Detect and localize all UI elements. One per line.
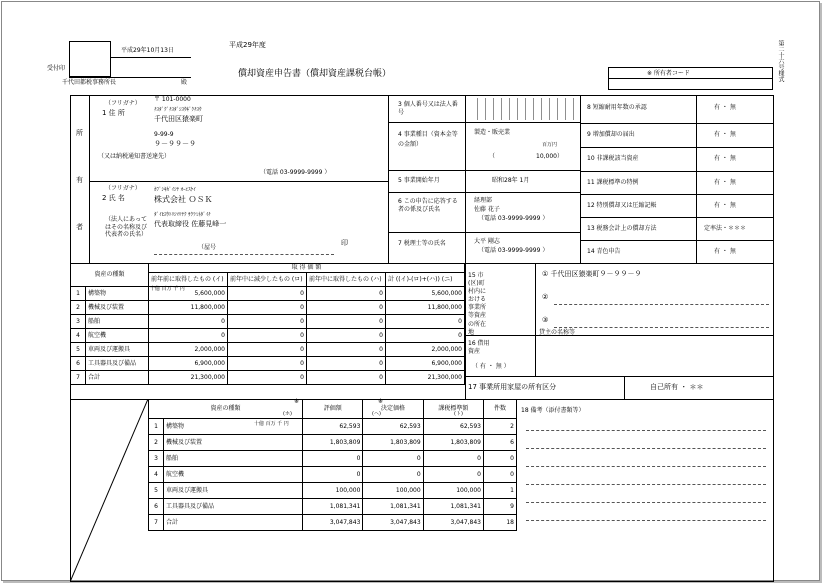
eval-row-hyoka: 62,593 [303, 419, 363, 435]
eval-row [149, 499, 517, 515]
acq-header-col-a: 前年前に取得したもの (イ) [149, 273, 228, 287]
row4-amount: 10,000） [536, 153, 563, 160]
item10-label: 10 非課税該当資産 [587, 155, 639, 162]
item9-value: 有 ・ 無 [714, 131, 736, 138]
lessor-label: 貸主の名称等 [539, 329, 576, 336]
row3-label: 3 個人番号又は法人番号 [398, 101, 458, 116]
eval-row [149, 419, 517, 435]
row7-name: 大平 剛志 [474, 238, 500, 245]
address-note: （又は納税通知書送達先） [98, 153, 171, 160]
address-value: 千代田区猿楽町 [154, 115, 203, 123]
acq-row-no: 4 [71, 329, 86, 343]
honorific: 殿 [181, 79, 188, 86]
eval-header-asset: 資産の種類 [149, 400, 303, 419]
acq-row-value-a: 0 [149, 329, 228, 343]
eval-row-count: 0 [484, 467, 517, 483]
eval-row-hyoka: 3,047,843 [303, 515, 363, 531]
r15-location-1: ① 千代田区猿楽町９－９９－９ [542, 270, 642, 278]
acq-row-name: 構築物 [86, 287, 149, 301]
acq-row-value-a: 21,300,000 [149, 371, 228, 385]
eval-row [149, 483, 517, 499]
acq-row-value-c: 0 [307, 371, 386, 385]
acq-row-value-a: 6,900,000 [149, 357, 228, 371]
eval-row-no: 5 [149, 483, 164, 499]
eval-row-name: 航空機 [164, 467, 303, 483]
acq-row-value-a: 5,600,000 [149, 287, 228, 301]
eval-row-name: 構築物 [164, 419, 303, 435]
item11-label: 11 課税標準の特例 [587, 179, 639, 186]
eval-header-kazei: 課税標準額 [423, 400, 483, 419]
eval-row-hyoka: 0 [303, 451, 363, 467]
eval-row-hyoka: 100,000 [303, 483, 363, 499]
owner-label-yu: 有 [76, 176, 83, 184]
acq-row-value-a: 0 [149, 315, 228, 329]
eval-row-kazei: 1,081,341 [423, 499, 483, 515]
postal-code: 〒 101-0000 [154, 96, 191, 103]
page-title: 償却資産申告書（償却資産課税台帳） [238, 69, 392, 79]
eval-row [149, 435, 517, 451]
acq-row-no: 7 [71, 371, 86, 385]
eval-row-count: 0 [484, 451, 517, 467]
acq-row-value-c: 0 [307, 287, 386, 301]
acq-row-name: 合計 [86, 371, 149, 385]
r16-label: 16 借用資産 [468, 340, 490, 356]
eval-row-name: 船舶 [164, 451, 303, 467]
eval-row-kazei: 100,000 [423, 483, 483, 499]
acquisition-table [70, 263, 465, 385]
acq-units: 十億 百万 千 円 [150, 286, 185, 292]
eval-row-kazei: 1,803,809 [423, 435, 483, 451]
representative-note: （法人にあってはその名称及び代表者の氏名） [105, 216, 148, 238]
eval-row-count: 2 [484, 419, 517, 435]
eval-row-no: 7 [149, 515, 164, 531]
acq-row-value-d: 0 [386, 315, 465, 329]
eval-row-kazei: 62,593 [423, 419, 483, 435]
eval-header-hyoka: 評価額 [303, 400, 363, 419]
rep-title: （屋号 [198, 244, 217, 251]
eval-row-kazei: 0 [423, 467, 483, 483]
address-number-1: 9-99-9 [154, 131, 174, 138]
acq-row-no: 5 [71, 343, 86, 357]
acq-row-value-d: 5,600,000 [386, 287, 465, 301]
r16-value: （ 有 ・ 無 ） [472, 363, 510, 370]
acq-row [71, 301, 465, 315]
fiscal-year: 平成29年度 [229, 41, 266, 49]
item11-value: 有 ・ 無 [714, 179, 736, 186]
r15-location-3: ③ [542, 316, 549, 324]
acq-row-value-d: 2,000,000 [386, 343, 465, 357]
acq-row-value-b: 0 [228, 343, 307, 357]
eval-row-no: 6 [149, 499, 164, 515]
row4-value: 製造・販売業 [474, 129, 511, 136]
item14-label: 14 青色申告 [587, 248, 621, 255]
eval-row-hyoka: 1,803,809 [303, 435, 363, 451]
row6-phone: （電話 03-9999-9999 ） [478, 215, 549, 222]
r18-label: 18 備考（添付書類等） [521, 407, 585, 414]
eval-asterisk-1: ※ [294, 398, 300, 405]
owner-label-sha: 者 [76, 223, 83, 231]
row6-dept: 経理部 [474, 197, 493, 204]
item13-label: 13 税務会計上の償却方法 [587, 225, 657, 232]
acq-row-name: 船舶 [86, 315, 149, 329]
eval-row [149, 467, 517, 483]
eval-header-kettei: 決定価格 [363, 400, 423, 419]
eval-row-no: 2 [149, 435, 164, 451]
eval-row-name: 車両及び運搬具 [164, 483, 303, 499]
item8-value: 有 ・ 無 [714, 104, 736, 111]
row6-name: 佐藤 花子 [474, 206, 500, 213]
item14-value: 有 ・ 無 [714, 248, 736, 255]
eval-row-kazei: 0 [423, 451, 483, 467]
acq-row-value-d: 11,800,000 [386, 301, 465, 315]
eval-row-name: 工具器具及び備品 [164, 499, 303, 515]
eval-header-count: 件数 [484, 400, 517, 419]
acq-row-name: 航空機 [86, 329, 149, 343]
acq-row [71, 357, 465, 371]
eval-mark-to: (ト) [454, 411, 463, 417]
acq-row-value-d: 21,300,000 [386, 371, 465, 385]
r17-label: 17 事業所用家屋の所有区分 [468, 383, 557, 391]
acq-row-value-b: 0 [228, 357, 307, 371]
evaluation-table [148, 399, 517, 531]
acq-row-name: 工具器具及び備品 [86, 357, 149, 371]
eval-row-count: 9 [484, 499, 517, 515]
row5-value: 昭和28年 1月 [492, 177, 530, 184]
acq-row-no: 2 [71, 301, 86, 315]
company-name: 株式会社 ＯＳＫ [154, 195, 213, 204]
acq-row-value-c: 0 [307, 357, 386, 371]
item10-value: 有 ・ 無 [714, 155, 736, 162]
acq-row-value-b: 0 [228, 301, 307, 315]
r15-label: 15 市(区)町村内における事業所等資産の所在地 [468, 272, 487, 336]
acq-header-col-d: 計 ((イ)-(ロ)+(ハ)) (ニ) [386, 273, 465, 287]
acq-row-name: 車両及び運搬具 [86, 343, 149, 357]
acq-row-value-c: 0 [307, 329, 386, 343]
row4-unit: 百万円 [542, 142, 558, 148]
addressee: 千代田都税事務所長 [62, 79, 117, 86]
stamp-label: 受付印 [47, 65, 66, 72]
eval-row-kettei: 62,593 [363, 419, 423, 435]
eval-mark-ho: (ホ) [283, 411, 292, 417]
acq-row-value-d: 0 [386, 329, 465, 343]
acq-row-value-c: 0 [307, 343, 386, 357]
name-furigana: （フリガナ） [105, 185, 141, 192]
acq-header-asset: 資産の種類 [71, 264, 149, 287]
acq-row [71, 343, 465, 357]
acq-row-no: 3 [71, 315, 86, 329]
address-furigana: （フリガナ） [105, 100, 141, 107]
name-label: 2 氏 名 [102, 194, 125, 202]
name-kana: ｶﾌﾞｼｷｶﾞｲｼﾔ ｵｰｴｽｹｲ [154, 187, 196, 193]
acq-row-value-a: 2,000,000 [149, 343, 228, 357]
eval-row [149, 451, 517, 467]
owner-label-sho: 所 [76, 129, 83, 137]
acq-row [71, 287, 465, 301]
form-number: 第二十六号様式 [777, 40, 784, 82]
eval-row-kettei: 0 [363, 467, 423, 483]
item12-value: 有 ・ 無 [714, 202, 736, 209]
diagonal-line [70, 399, 148, 582]
representative-name: 代表取締役 佐藤見峰一 [154, 220, 227, 228]
acq-row-value-c: 0 [307, 315, 386, 329]
eval-row-kazei: 3,047,843 [423, 515, 483, 531]
acq-row-value-b: 0 [228, 287, 307, 301]
acq-row-value-b: 0 [228, 315, 307, 329]
eval-row-kettei: 0 [363, 451, 423, 467]
acq-row-value-a: 11,800,000 [149, 301, 228, 315]
owner-code-label: ※ 所有者コード [647, 70, 690, 77]
seal-mark: 印 [341, 239, 348, 247]
acq-header-col-b: 前年中に減少したもの (ロ) [228, 273, 307, 287]
eval-row [149, 515, 517, 531]
acq-row [71, 315, 465, 329]
row7-phone: （電話 03-9999-9999 ） [478, 247, 549, 254]
address-label: 1 住 所 [102, 109, 125, 117]
eval-row-count: 6 [484, 435, 517, 451]
address-kana: ﾁﾖﾀﾞｸﾞﾁﾖﾀﾞｼﾖｳｷﾞｸﾁﾖｳ [154, 107, 202, 113]
submission-date: 平成29年10月13日 [121, 47, 174, 54]
eval-row-name: 機械及び装置 [164, 435, 303, 451]
item12-label: 12 特別償却又は圧縮記帳 [587, 202, 657, 209]
item13-value: 定率法・＊＊＊ [704, 225, 747, 232]
acq-row-no: 6 [71, 357, 86, 371]
acq-row-value-d: 6,900,000 [386, 357, 465, 371]
representative-kana: ﾀﾞｲﾋﾖｳﾄﾘｼﾏﾘﾔｸ ｻｸﾗﾐﾈﾀﾞｲﾁ [154, 212, 211, 218]
eval-units: 十億 百万 千 円 [254, 421, 289, 427]
acq-header-title: 取 得 価 額 [149, 264, 465, 273]
acq-row-value-b: 0 [228, 371, 307, 385]
declaration-form-page: 受付印 平成29年10月13日 千代田都税事務所長 殿 平成29年度 償却資産申告書（償却資産課税台帳） ※ 所有者コード 第二十六号様式 所 有 者 （フリガナ） 1 住 所 （又は納税通知書送達先） 〒 101-0000 ﾁﾖﾀﾞｸﾞﾁﾖﾀﾞｼﾖｳｷﾞｸﾁﾖｳ 千代田区猿楽町 9-99-9 ９－９９－９ （電話 03-9999-9999 ） （フリガナ） 2 氏 名 ｶﾌﾞｼｷｶﾞｲｼﾔ ｵｰｴｽｹｲ 株式会社 ＯＳＫ ﾀﾞｲﾋﾖｳﾄﾘｼﾏﾘﾔｸ ｻｸﾗﾐﾈﾀﾞｲﾁ 代表取締役 佐藤見峰一 （法人にあってはその名称及び代表者の氏名） 印 （屋号 3 個人番号又は法人番号 4 事業種目（資本金等の金額） 製造・販売業 百万円 10,000） （ 5 事業開始年月 昭和28年 1月 6 この申告に応答する者の係及び氏名 経理部 佐藤 花子 （電話 03-9999-9999 ） 7 税理士等の氏名 大平 剛志 （電話 03-9999-9999 ） 8 短縮耐用年数の承認 有 ・ 無 9 増加償却の届出 有 ・ 無 10 非課税該当資産 有 ・ 無 11 課税標準の特例 有 ・ 無 12 特別償却又は圧縮記帳 有 ・ 無 13 税務会計上の償却方法 定率法・＊＊＊ 14 青色申告 有 ・ 無 資産の種類 取 得 価 額 前年前に取得したもの (イ) 前年中に減少したもの (ロ) 前年中に取得したもの (ハ) 計 ((イ)-(ロ)+(ハ)) (ニ) 1 構築物 5,600,000 0 0 5,600,000 2 機械及び装置 11,800,000 0 0 11,800,000 3 船舶 0 0 0 0 4 航空機 0 0 0 0 5 車両及び運搬具 2,000,000 0 0 2,000,000 6 工具器具及び備品 6,900,000 0 0 6,900,000 7 合計 21,300,000 0 0 21,300,000 十億 百万 千 円 15 市(区)町村内における事業所等資産の所在地 ① 千代田区猿楽町９－９９－９ ② ③ 貸主の名称等 16 借用資産 （ 有 ・ 無 ） 17 事業所用家屋の所有区分 自己所有 ・ ＊＊ 資産の種類 評価額 決定価格 課税標準額 件数 1 構築物 62,593 62,593 62,593 2 2 機械及び装置 1,803,809 1,803,809 1,803,809 6 3 船舶 0 0 0 0 4 航空機 0 0 0 0 5 車両及び運搬具 100,000 100,000 100,000 1 6 工具器具及び備品 1,081,341 1,081,341 1,081,341 9 7 合計 3,047,843 3,047,843 3,047,843 18 十億 百万 千 円 (ホ) (ヘ) (ト) ※ ※ 18 備考（添付書類等） [1, 1, 820, 581]
r15-location-2: ② [542, 293, 549, 301]
eval-row-kettei: 3,047,843 [363, 515, 423, 531]
r17-value: 自己所有 ・ ＊＊ [650, 383, 704, 391]
acq-header-col-c: 前年中に取得したもの (ハ) [307, 273, 386, 287]
eval-row-kettei: 100,000 [363, 483, 423, 499]
item9-label: 9 増加償却の届出 [587, 131, 635, 138]
eval-row-kettei: 1,081,341 [363, 499, 423, 515]
acq-row [71, 371, 465, 385]
eval-row-hyoka: 1,081,341 [303, 499, 363, 515]
row6-label: 6 この申告に応答する者の係及び氏名 [398, 198, 458, 213]
stamp-box [69, 41, 111, 77]
item8-label: 8 短縮耐用年数の承認 [587, 104, 647, 111]
acq-row-no: 1 [71, 287, 86, 301]
acq-row [71, 329, 465, 343]
eval-row-count: 1 [484, 483, 517, 499]
row4-label: 4 事業種目（資本金等の金額） [398, 131, 458, 148]
acq-row-value-c: 0 [307, 301, 386, 315]
eval-row-name: 合計 [164, 515, 303, 531]
eval-row-hyoka: 0 [303, 467, 363, 483]
eval-asterisk-2: ※ [378, 398, 384, 405]
eval-row-count: 18 [484, 515, 517, 531]
number-grid [470, 98, 576, 120]
eval-mark-he: (ヘ) [372, 411, 381, 417]
eval-row-no: 4 [149, 467, 164, 483]
acq-row-name: 機械及び装置 [86, 301, 149, 315]
address-number-2: ９－９９－９ [154, 140, 196, 148]
eval-row-no: 3 [149, 451, 164, 467]
acq-row-value-b: 0 [228, 329, 307, 343]
row7-label: 7 税理士等の氏名 [398, 240, 446, 247]
row5-label: 5 事業開始年月 [398, 177, 440, 184]
eval-row-no: 1 [149, 419, 164, 435]
owner-phone: （電話 03-9999-9999 ） [260, 169, 331, 176]
eval-row-kettei: 1,803,809 [363, 435, 423, 451]
